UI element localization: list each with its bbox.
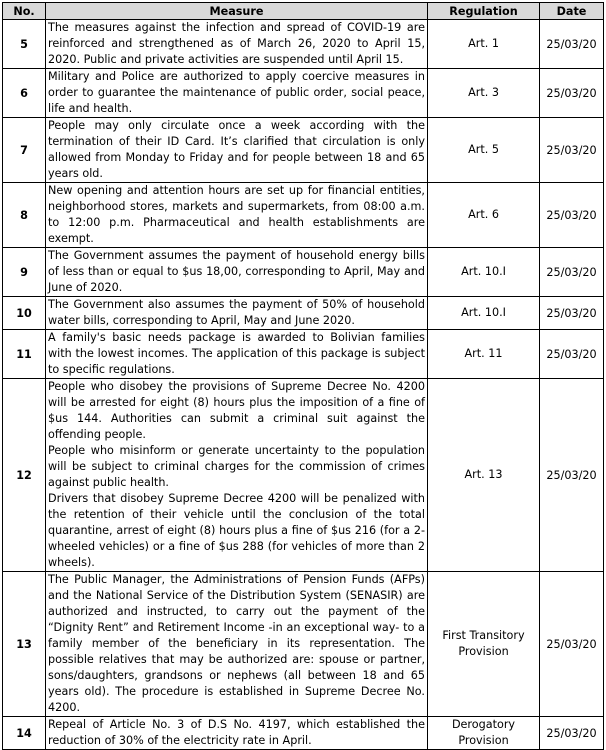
measure-text: A family's basic needs package is awarded to Bolivian families with the lowest incomes. The application of this package is subject to specific regulations. (48, 331, 425, 376)
header-row (3, 3, 604, 20)
measure-cell (46, 69, 428, 118)
measure-text: The Government assumes the payment of household energy bills of less than or equal to $us 18,00, corresponding to April, May and June of 2020. (48, 249, 425, 294)
header-date: Date (540, 3, 604, 20)
row-number: 6 (3, 69, 46, 118)
regulation-cell: First Transitory Provision (428, 572, 540, 717)
table-row (3, 118, 604, 183)
date-cell: 25/03/20 (540, 330, 604, 379)
measure-text: The Government also assumes the payment of 50% of household water bills, corresponding to April, May and June 2020. (48, 298, 425, 327)
row-number: 12 (3, 379, 46, 572)
header-measure: Measure (46, 3, 428, 20)
regulation-cell: Art. 10.I (428, 297, 540, 330)
measure-text: The measures against the infection and spread of COVID-19 are reinforced and strengthened as of March 26, 2020 to April 15, 2020. Public and private activities are suspended until April 15. (48, 21, 425, 66)
date-cell: 25/03/20 (540, 183, 604, 248)
table-row (3, 379, 604, 572)
measure-text: The Public Manager, the Administrations of Pension Funds (AFPs) and the National Service of the Distribution System (SENASIR) are authorized and instructed, to carry out the payment of the “Dignity Rent” and Retirement Income -in an exceptional way- to a family member of the beneficiary in its representation. The possible relatives that may be authorized are: spouse or partner, sons/daughters, grandsons or nephews (all between 18 and 65 years old). The procedure is established in Supreme Decree No. 4200. (48, 573, 425, 714)
measures-table (2, 2, 604, 750)
table-row (3, 717, 604, 750)
date-cell: 25/03/20 (540, 379, 604, 572)
regulation-cell: Art. 6 (428, 183, 540, 248)
row-number: 8 (3, 183, 46, 248)
measure-text: People who misinform or generate uncertainty to the population will be subject to criminal charges for the commission of crimes against public health. (48, 444, 425, 489)
date-cell: 25/03/20 (540, 248, 604, 297)
measure-text: Military and Police are authorized to apply coercive measures in order to guarantee the maintenance of public order, social peace, life and health. (48, 70, 425, 115)
row-number: 11 (3, 330, 46, 379)
measure-text: People who disobey the provisions of Supreme Decree No. 4200 will be arrested for eight (8) hours plus the imposition of a fine of $us 144. Authorities can submit a criminal suit against the offending people. (48, 380, 425, 441)
measure-text: New opening and attention hours are set up for financial entities, neighborhood stores, markets and supermarkets, from 08:00 a.m. to 12:00 p.m. Pharmaceutical and health establishments are exempt. (48, 184, 425, 245)
table-body (3, 20, 604, 750)
regulation-cell: Art. 13 (428, 379, 540, 572)
regulation-cell: Art. 10.I (428, 248, 540, 297)
row-number: 9 (3, 248, 46, 297)
regulation-cell: Art. 5 (428, 118, 540, 183)
measure-cell (46, 118, 428, 183)
row-number: 10 (3, 297, 46, 330)
regulation-cell: Art. 11 (428, 330, 540, 379)
table-row (3, 330, 604, 379)
header-no: No. (3, 3, 46, 20)
table-header (3, 3, 604, 20)
measure-text: Repeal of Article No. 3 of D.S No. 4197, which established the reduction of 30% of the electricity rate in April. (48, 718, 425, 747)
regulation-cell: Art. 3 (428, 69, 540, 118)
measure-cell (46, 20, 428, 69)
measure-cell (46, 717, 428, 750)
measure-cell (46, 248, 428, 297)
table-row (3, 297, 604, 330)
measure-cell (46, 297, 428, 330)
regulation-cell: Derogatory Provision (428, 717, 540, 750)
header-regulation: Regulation (428, 3, 540, 20)
measure-text: Drivers that disobey Supreme Decree 4200 will be penalized with the retention of their vehicle until the conclusion of the total quarantine, arrest of eight (8) hours plus a fine of $us 216 (for a 2-wheeled vehicles) or a fine of $us 288 (for vehicles of more than 2 wheels). (48, 492, 425, 569)
regulation-cell: Art. 1 (428, 20, 540, 69)
row-number: 7 (3, 118, 46, 183)
measure-cell (46, 330, 428, 379)
table-row (3, 69, 604, 118)
date-cell: 25/03/20 (540, 717, 604, 750)
date-cell: 25/03/20 (540, 572, 604, 717)
date-cell: 25/03/20 (540, 297, 604, 330)
row-number: 13 (3, 572, 46, 717)
table-row (3, 183, 604, 248)
table-row (3, 20, 604, 69)
measure-text: People may only circulate once a week according with the termination of their ID Card. It’s clarified that circulation is only allowed from Monday to Friday and for people between 18 and 65 years old. (48, 119, 425, 180)
table-row (3, 572, 604, 717)
date-cell: 25/03/20 (540, 69, 604, 118)
row-number: 14 (3, 717, 46, 750)
table-row (3, 248, 604, 297)
measure-cell (46, 183, 428, 248)
measure-cell (46, 379, 428, 572)
date-cell: 25/03/20 (540, 20, 604, 69)
row-number: 5 (3, 20, 46, 69)
date-cell: 25/03/20 (540, 118, 604, 183)
measure-cell (46, 572, 428, 717)
